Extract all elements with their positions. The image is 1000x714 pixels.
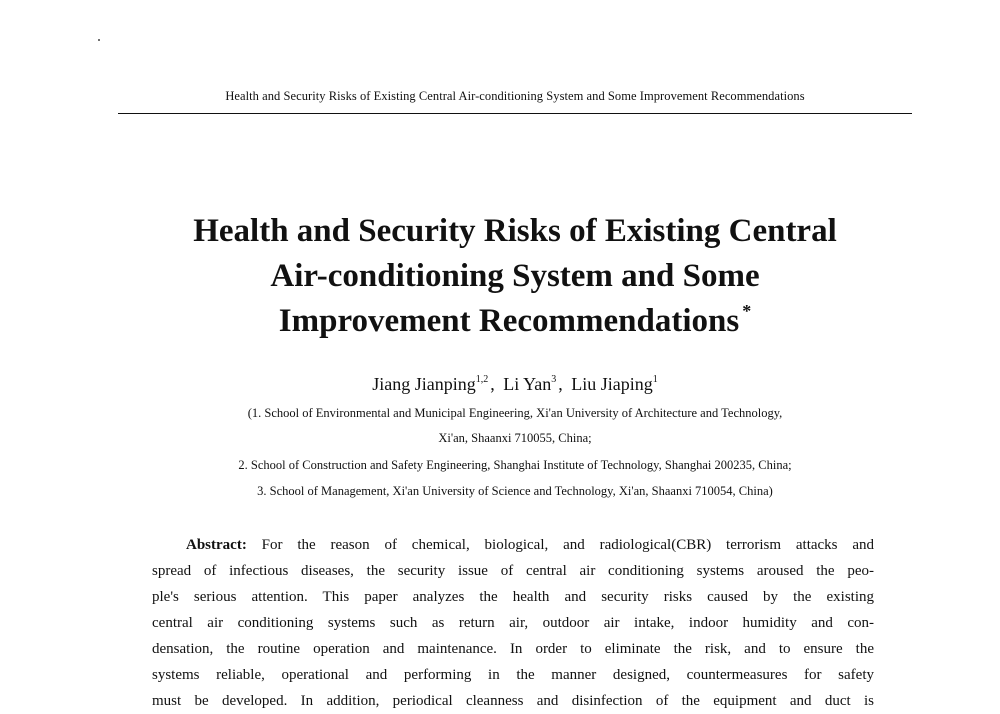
title-line-3-text: Improvement Recommendations — [278, 303, 740, 339]
title-footnote-mark: * — [742, 301, 752, 321]
running-head: Health and Security Risks of Existing Central Air-conditioning System and Some Improvement Recommendations — [225, 89, 805, 103]
title-line-3 — [100, 299, 930, 344]
affiliation-2: 2. School of Construction and Safety Engineering, Shanghai Institute of Technology, Shanghai 200235, China; — [238, 458, 792, 472]
abstract-line: systems reliable, operational and performing in the manner designed, countermeasures for safety — [152, 667, 874, 683]
abstract-line-text: For the reason of chemical, biological, and radiological(CBR) terrorism attacks and — [261, 537, 875, 553]
author-list — [100, 374, 930, 395]
affiliation-1-line-1: (1. School of Environmental and Municipal Engineering, Xi'an University of Architecture and Technology, — [247, 406, 783, 420]
author-separator: , — [490, 374, 495, 394]
author-affiliation-mark: 1,2 — [475, 374, 489, 385]
scan-speck — [98, 39, 100, 41]
affiliation-1-line-2: Xi'an, Shaanxi 710055, China; — [438, 431, 592, 445]
author-affiliation-mark: 1 — [652, 374, 658, 385]
author-affiliation-mark: 3 — [551, 374, 557, 385]
affiliation-3: 3. School of Management, Xi'an University of Science and Technology, Xi'an, Shaanxi 710054, China) — [257, 484, 773, 498]
author-name: Jiang Jianping — [372, 374, 476, 394]
abstract-line: ple's serious attention. This paper analyzes the health and security risks caused by the existing — [152, 589, 874, 605]
abstract-line: must be developed. In addition, periodical cleanness and disinfection of the equipment and duct is — [152, 693, 874, 709]
abstract-label: Abstract: — [186, 537, 247, 553]
abstract — [152, 532, 874, 714]
title-line-1: Health and Security Risks of Existing Central — [193, 213, 837, 249]
header-rule — [118, 113, 912, 114]
title-line-2: Air-conditioning System and Some — [270, 258, 760, 294]
author-name: Li Yan — [503, 374, 552, 394]
abstract-line: densation, the routine operation and maintenance. In order to eliminate the risk, and to ensure the — [152, 641, 874, 657]
abstract-line: central air conditioning systems such as return air, outdoor air intake, indoor humidity and con- — [152, 615, 874, 631]
author-name: Liu Jiaping — [571, 374, 653, 394]
author-separator: , — [558, 374, 563, 394]
abstract-line: spread of infectious diseases, the security issue of central air conditioning systems aroused the peo- — [152, 563, 874, 579]
abstract-line — [152, 532, 874, 558]
paper-title — [100, 209, 930, 344]
